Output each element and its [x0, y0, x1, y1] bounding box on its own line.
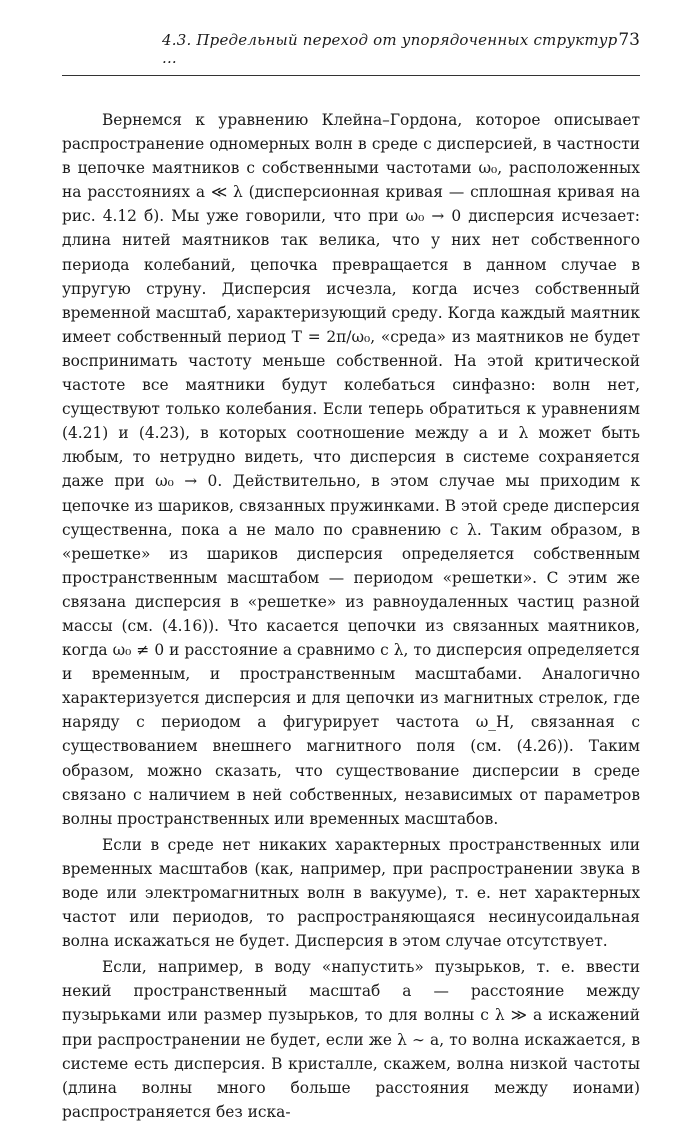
paragraph-2: Если в среде нет никаких характерных пространственных или временных масштабов (как, например, при распространении звука в воде или электромагнитных волн в вакууме), т. е. нет характерных частот или периодов, то распространяющаяся несинусоидальная волна искажаться не будет. Дисперсия в этом случае отсутствует. [62, 835, 640, 951]
running-header [62, 30, 640, 76]
section-title: 4.3. Предельный переход от упорядоченных структур ... [162, 31, 618, 67]
book-page [62, 30, 640, 1124]
paragraph-1: Вернемся к уравнению Клейна–Гордона, которое описывает распространение одномерных волн в среде с дисперсией, в частности в цепочке маятников с собственными частотами ω₀, расположенных на расстояниях a ≪ λ (дисперсионная кривая — сплошная кривая на рис. 4.12 б). Мы уже говорили, что при ω₀ → 0 дисперсия исчезает: длина нитей маятников так велика, что у них нет собственного периода колебаний, цепочка превращается в данном случае в упругую струну. Дисперсия исчезла, когда исчез собственный временной масштаб, характеризующий среду. Когда каждый маятник имеет собственный период T = 2π/ω₀, «среда» из маятников не будет воспринимать частоту меньше собственной. На этой критической частоте все маятники будут колебаться синфазно: волн нет, существуют только колебания. Если теперь обратиться к уравнениям (4.21) и (4.23), в которых соотношение между a и λ может быть любым, то нетрудно видеть, что дисперсия в системе сохраняется даже при ω₀ → 0. Действительно, в этом случае мы приходим к цепочке из шариков, связанных пружинками. В этой среде дисперсия существенна, пока a не мало по сравнению с λ. Таким образом, в «решетке» из шариков дисперсия определяется собственным пространственным масштабом — периодом «решетки». С этим же связана дисперсия в «решетке» из равноудаленных частиц разной массы (см. (4.16)). Что касается цепочки из связанных маятников, когда ω₀ ≠ 0 и расстояние a сравнимо с λ, то дисперсия определяется и временным, и пространственным масштабами. Аналогично характеризуется дисперсия и для цепочки из магнитных стрелок, где наряду с периодом a фигурирует частота ω_H, связанная с существованием внешнего магнитного поля (см. (4.26)). Таким образом, можно сказать, что существование дисперсии в среде связано с наличием в ней собственных, независимых от параметров волны пространственных или временных масштабов. [62, 111, 640, 828]
body-text [62, 108, 640, 1124]
paragraph-3: Если, например, в воду «напустить» пузырьков, т. е. ввести некий пространственный масштаб a — расстояние между пузырьками или размер пузырьков, то для волны с λ ≫ a искажений при распространении не будет, если же λ ∼ a, то волна искажается, в системе есть дисперсия. В кристалле, скажем, волна низкой частоты (длина волны много больше расстояния между ионами) распространяется без иска- [62, 958, 640, 1121]
page-number: 73 [618, 30, 640, 50]
